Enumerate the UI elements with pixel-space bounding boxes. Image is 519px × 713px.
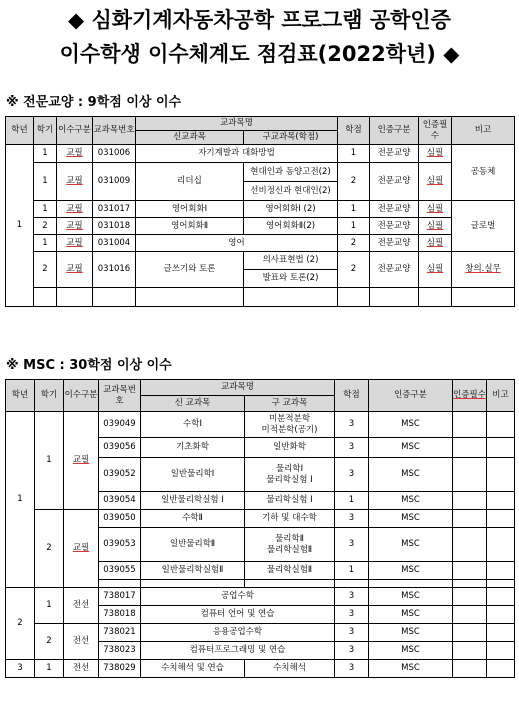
new-course-cell: 영어회화Ⅱ [136, 218, 244, 235]
note-cell [487, 642, 515, 660]
code-cell: 031017 [93, 201, 136, 218]
header-cert-type: 인증구분 [370, 117, 419, 145]
header-cert-required: 인증필수 [453, 380, 487, 412]
course-name-cell: 영어 [136, 235, 338, 252]
semester-cell: 1 [35, 660, 64, 678]
old-course-line: 물리학실험Ⅱ [266, 544, 313, 555]
old-course-cell: 물리학실험Ⅱ [245, 562, 335, 580]
cert-cell: MSC [369, 642, 453, 660]
header-course-type: 이수구분 [57, 117, 93, 145]
empty-cell [338, 288, 370, 307]
semester-cell: 1 [34, 145, 57, 163]
cert-cell: MSC [369, 588, 453, 606]
semester-cell: 1 [35, 412, 64, 510]
course-name-cell: 자기계발과 대화방법 [136, 145, 338, 163]
header-course-name: 교과목명 [141, 380, 335, 396]
year-cell: 1 [6, 145, 34, 307]
header-credit: 학점 [338, 117, 370, 145]
code-cell: 738023 [99, 642, 141, 660]
section-heading-general-education: ※ 전문교양 : 9학점 이상 이수 [6, 95, 182, 110]
cert-cell: 전문교양 [370, 145, 419, 163]
cert-cell: MSC [369, 606, 453, 624]
credit-cell: 1 [338, 145, 370, 163]
required-cell [453, 588, 487, 606]
msc-table [5, 379, 515, 678]
required-cell [453, 528, 487, 562]
cert-cell: MSC [369, 492, 453, 510]
credit-cell: 3 [335, 660, 369, 678]
type-cell: 교필 [57, 145, 93, 163]
header-course-name: 교과목명 [136, 117, 338, 131]
code-cell: 039053 [99, 528, 141, 562]
year-cell: 3 [6, 660, 35, 678]
old-course-cell: 영어회화Ⅱ(2) [244, 218, 338, 235]
note-cell [487, 588, 515, 606]
cert-cell: 전문교양 [370, 201, 419, 218]
note-cell: 창의.실무 [452, 252, 515, 288]
code-cell: 031006 [93, 145, 136, 163]
header-note: 비고 [487, 380, 515, 412]
old-course-line: 미분적분학 [268, 413, 311, 424]
note-cell [487, 458, 515, 492]
empty-cell [370, 288, 419, 307]
general-education-table [5, 116, 515, 307]
credit-cell: 2 [338, 252, 370, 288]
cert-cell: 전문교양 [370, 218, 419, 235]
credit-cell: 3 [335, 412, 369, 438]
empty-cell [34, 288, 57, 307]
page-title-line2: 이수학생 이수체계도 점검표(2022학년) ◆ [59, 42, 460, 66]
new-course-cell: 일반물리학실험Ⅱ [141, 562, 245, 580]
old-course-cell [245, 458, 335, 492]
code-cell: 039055 [99, 562, 141, 580]
empty-cell [452, 288, 515, 307]
code-cell: 738021 [99, 624, 141, 642]
cert-cell: 전문교양 [370, 252, 419, 288]
old-course-cell: 수치해석 [245, 660, 335, 678]
credit-cell: 1 [335, 492, 369, 510]
note-cell: 공동체 [452, 145, 515, 201]
code-cell: 039052 [99, 458, 141, 492]
header-new-course: 신 교과목 [141, 396, 245, 412]
header-course-type: 이수구분 [64, 380, 99, 412]
new-course-cell: 수치해석 및 연습 [141, 660, 245, 678]
code-cell: 039050 [99, 510, 141, 528]
cert-cell: MSC [369, 624, 453, 642]
cert-cell: MSC [369, 438, 453, 458]
code-cell: 738018 [99, 606, 141, 624]
old-course-line: 미적분학(공기) [261, 424, 318, 435]
new-course-cell: 일반물리학Ⅱ [141, 528, 245, 562]
new-course-cell: 일반물리학실험 Ⅰ [141, 492, 245, 510]
required-cell [453, 458, 487, 492]
header-course-code: 교과목번호 [99, 380, 141, 412]
required-cell [453, 660, 487, 678]
old-course-cell [245, 412, 335, 438]
type-cell: 교필 [57, 201, 93, 218]
credit-cell: 2 [338, 235, 370, 252]
old-course-cell: 발표와 토론(2) [244, 270, 338, 288]
code-cell: 031004 [93, 235, 136, 252]
course-name-cell: 응용공업수학 [141, 624, 335, 642]
year-cell: 2 [6, 588, 35, 660]
note-cell: 글로벌 [452, 201, 515, 252]
semester-cell: 2 [35, 510, 64, 588]
note-cell [487, 412, 515, 438]
credit-cell: 3 [335, 624, 369, 642]
credit-cell: 3 [335, 510, 369, 528]
empty-cell [141, 580, 245, 588]
semester-cell: 1 [34, 201, 57, 218]
credit-cell: 1 [338, 201, 370, 218]
semester-cell: 1 [34, 235, 57, 252]
type-cell: 교필 [57, 235, 93, 252]
course-name-cell: 공업수학 [141, 588, 335, 606]
note-cell [487, 492, 515, 510]
note-cell [487, 660, 515, 678]
empty-cell [93, 288, 136, 307]
old-course-cell: 선비정신과 현대인(2) [244, 182, 338, 201]
required-cell [453, 510, 487, 528]
header-semester: 학기 [35, 380, 64, 412]
type-cell: 교필 [64, 412, 99, 510]
empty-cell [57, 288, 93, 307]
old-course-cell: 기하 및 대수학 [245, 510, 335, 528]
note-cell [487, 510, 515, 528]
semester-cell: 2 [34, 252, 57, 288]
cert-cell: MSC [369, 412, 453, 438]
credit-cell: 3 [335, 458, 369, 492]
empty-cell [369, 580, 453, 588]
old-course-cell: 영어회화Ⅰ (2) [244, 201, 338, 218]
required-cell [453, 438, 487, 458]
note-cell [487, 438, 515, 458]
credit-cell: 1 [335, 562, 369, 580]
old-course-cell: 현대인과 동양고전(2) [244, 163, 338, 182]
page-title-line1: ◆ 심화기계자동차공학 프로그램 공학인증 [68, 8, 451, 32]
header-cert-required: 인증필수 [419, 117, 452, 145]
code-cell: 031016 [93, 252, 136, 288]
old-course-cell: 일반화학 [245, 438, 335, 458]
old-course-cell: 물리학실험 Ⅰ [245, 492, 335, 510]
credit-cell: 3 [335, 528, 369, 562]
cert-cell: MSC [369, 562, 453, 580]
empty-cell [136, 288, 244, 307]
type-cell: 교필 [57, 163, 93, 201]
required-cell [453, 412, 487, 438]
new-course-cell: 수학Ⅱ [141, 510, 245, 528]
required-cell: 심필 [419, 201, 452, 218]
course-name-cell: 컴퓨터프로그래밍 및 연습 [141, 642, 335, 660]
code-cell: 738017 [99, 588, 141, 606]
year-cell: 1 [6, 412, 35, 588]
required-cell [453, 562, 487, 580]
semester-cell: 2 [35, 624, 64, 660]
credit-cell: 1 [338, 218, 370, 235]
type-cell: 교필 [57, 218, 93, 235]
old-course-cell: 의사표현법 (2) [244, 252, 338, 270]
cert-cell: MSC [369, 510, 453, 528]
section-heading-msc: ※ MSC : 30학점 이상 이수 [6, 358, 172, 373]
required-cell [453, 642, 487, 660]
cert-cell: 전문교양 [370, 163, 419, 201]
old-course-line: 물리학실험 Ⅰ [266, 474, 313, 485]
type-cell: 전선 [64, 624, 99, 660]
header-old-course: 구교과목(학점) [244, 131, 338, 145]
old-course-line: 물리학Ⅰ [275, 463, 304, 474]
new-course-cell: 수학Ⅰ [141, 412, 245, 438]
course-name-cell: 컴퓨터 언어 및 연습 [141, 606, 335, 624]
code-cell: 031018 [93, 218, 136, 235]
required-cell: 심필 [419, 235, 452, 252]
cert-cell: 전문교양 [370, 235, 419, 252]
required-cell: 심필 [419, 145, 452, 163]
header-course-code: 교과목번호 [93, 117, 136, 145]
type-cell: 교필 [64, 510, 99, 588]
empty-cell [244, 288, 338, 307]
empty-cell [99, 580, 141, 588]
header-year: 학년 [6, 380, 35, 412]
code-cell: 039049 [99, 412, 141, 438]
cert-cell: MSC [369, 528, 453, 562]
header-semester: 학기 [34, 117, 57, 145]
header-old-course: 구 교과목 [245, 396, 335, 412]
empty-cell [453, 580, 487, 588]
cert-cell: MSC [369, 458, 453, 492]
header-new-course: 신교과목 [136, 131, 244, 145]
semester-cell: 1 [35, 588, 64, 624]
type-cell: 전선 [64, 588, 99, 624]
new-course-cell: 리더십 [136, 163, 244, 201]
new-course-cell: 기초화학 [141, 438, 245, 458]
empty-cell [419, 288, 452, 307]
code-cell: 738029 [99, 660, 141, 678]
new-course-cell: 글쓰기와 토론 [136, 252, 244, 288]
semester-cell: 2 [34, 218, 57, 235]
semester-cell: 1 [34, 163, 57, 201]
header-year: 학년 [6, 117, 34, 145]
required-cell: 심필 [419, 163, 452, 201]
empty-cell [487, 580, 515, 588]
required-cell: 심필 [419, 252, 452, 288]
empty-cell [245, 580, 335, 588]
type-cell: 교필 [57, 252, 93, 288]
code-cell: 039054 [99, 492, 141, 510]
required-cell [453, 606, 487, 624]
type-cell: 전선 [64, 660, 99, 678]
header-cert-type: 인증구분 [369, 380, 453, 412]
header-note: 비고 [452, 117, 515, 145]
required-cell [453, 492, 487, 510]
note-cell [487, 624, 515, 642]
note-cell [487, 606, 515, 624]
credit-cell: 3 [335, 606, 369, 624]
empty-cell [335, 580, 369, 588]
code-cell: 039056 [99, 438, 141, 458]
header-credit: 학점 [335, 380, 369, 412]
required-cell: 심필 [419, 218, 452, 235]
note-cell [487, 562, 515, 580]
cert-cell: MSC [369, 660, 453, 678]
new-course-cell: 영어회화Ⅰ [136, 201, 244, 218]
required-cell [453, 624, 487, 642]
credit-cell: 2 [338, 163, 370, 201]
credit-cell: 3 [335, 438, 369, 458]
credit-cell: 3 [335, 588, 369, 606]
note-cell [487, 528, 515, 562]
old-course-line: 물리학Ⅱ [275, 533, 304, 544]
old-course-cell [245, 528, 335, 562]
new-course-cell: 일반물리학Ⅰ [141, 458, 245, 492]
credit-cell: 3 [335, 642, 369, 660]
code-cell: 031009 [93, 163, 136, 201]
